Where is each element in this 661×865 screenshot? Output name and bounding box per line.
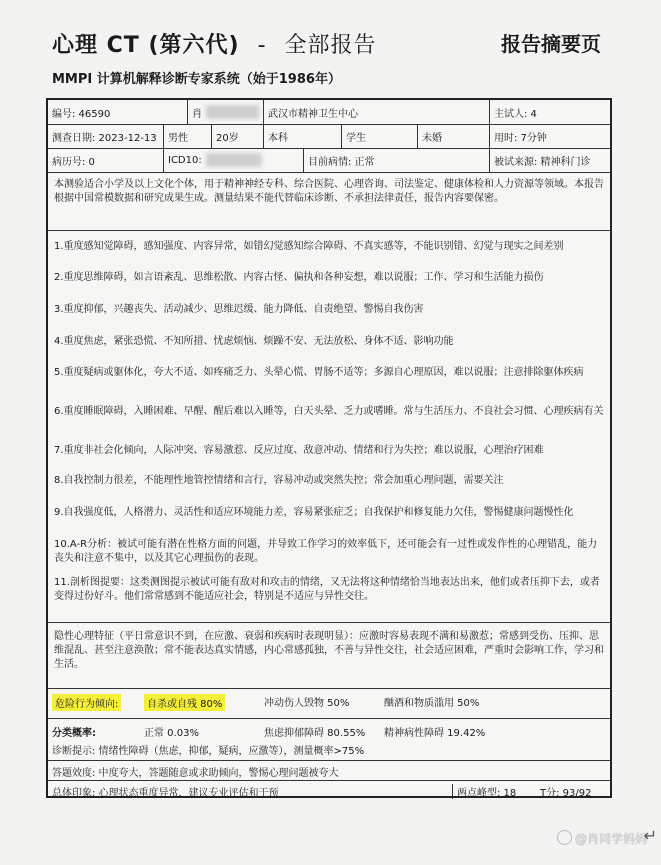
risk-label: 危险行为倾向: bbox=[52, 694, 121, 711]
source-cell: 被试来源: 精神科门诊 bbox=[494, 156, 591, 168]
finding-item: 6.重度睡眠障碍，入睡困难、早醒、醒后难以入睡等，白天头晕、乏力或嗜睡。常与生活压力、不良社会习惯、心理疾病有关 bbox=[54, 406, 604, 417]
icd-cell: ICD10: bbox=[164, 148, 304, 172]
risk-harm: 冲动伤人毁物 50% bbox=[264, 698, 350, 709]
tester-cell: 主试人: 4 bbox=[494, 108, 537, 120]
divider bbox=[48, 230, 610, 231]
overall-row bbox=[48, 784, 610, 798]
t-score: T分: 93/92 bbox=[540, 788, 592, 799]
info-row-2 bbox=[48, 124, 610, 149]
id-cell: 编号: 46590 bbox=[48, 100, 188, 124]
hospital-cell: 武汉市精神卫生中心 bbox=[264, 100, 490, 124]
finding-item: 11.剖析图提要：这类测图提示被试可能有敌对和攻击的情绪，又无法将这种情绪恰当地表达出来，他们或者压抑下去，或者变得过份好斗。他们常常感到不能适应社会，特别是不适应与异性交往。 bbox=[54, 577, 600, 602]
risk-row bbox=[48, 694, 610, 714]
duration-cell: 用时: 7分钟 bbox=[494, 132, 547, 144]
finding-item: 4.重度焦虑，紧张恐慌、不知所措、忧虑烦恼、烦躁不安、无法放松、身体不适、影响功能 bbox=[54, 336, 454, 347]
overall-impression: 总体印象: 心理状态重度异常，建议专业评估和干预 bbox=[52, 788, 279, 799]
watermark: @肖同学妈妈 bbox=[557, 830, 647, 847]
peak-type: 两点峰型: 18 bbox=[452, 784, 516, 799]
finding-item: 8.自我控制力很差，不能理性地管控情绪和言行，容易冲动或突然失控；常会加重心理问题，需要关注 bbox=[54, 475, 504, 486]
risk-substance: 酗酒和物质滥用 50% bbox=[384, 698, 480, 709]
divider bbox=[48, 718, 610, 719]
cursor-icon: ↵ bbox=[643, 826, 657, 845]
report-sheet bbox=[46, 98, 612, 798]
classification-row: 分类概率: 正常 0.03% 焦虑抑郁障碍 80.55% 精神病性障碍 19.42% bbox=[52, 728, 486, 739]
finding-item: 3.重度抑郁，兴趣丧失、活动减少、思维迟缓、能力降低、自责绝望、警惕自我伤害 bbox=[54, 304, 424, 315]
age-cell: 20岁 bbox=[212, 124, 264, 148]
validity: 答题效度: 中度夸大，答题随意或求助倾向，警惕心理问题被夸大 bbox=[52, 768, 339, 779]
divider bbox=[48, 760, 610, 761]
info-row-3 bbox=[48, 148, 610, 173]
intro-text: 本测验适合小学及以上文化个体，用于精神神经专科、综合医院、心理咨询、司法鉴定、健康体检和人力资源等领域。本报告根据中国常模数据和研究成果生成。测量结果不能代替临床诊断、不承担法律责任，报告内容要保密。 bbox=[54, 179, 604, 204]
education-cell: 本科 bbox=[264, 124, 342, 148]
diagnosis-hint: 诊断提示: 情绪性障碍（焦虑，抑郁，疑病，应激等），测量概率>75% bbox=[52, 746, 365, 757]
finding-item: 2.重度思维障碍，如言语紊乱、思维松散、内容古怪、偏执和各种妄想，难以说服；工作、学习和生活能力损伤 bbox=[54, 272, 544, 283]
divider bbox=[48, 622, 610, 623]
finding-item: 9.自我强度低，人格潜力、灵活性和适应环境能力差，容易紧张症乏；自我保护和修复能力欠佳，警惕健康问题慢性化 bbox=[54, 507, 574, 518]
divider bbox=[48, 688, 610, 689]
hidden-traits: 隐性心理特征（平日常意识不到，在应激、衰弱和疾病时表现明显）：应激时容易表现不满和易激惹；常感到受伤、压抑、思维混乱、甚至注意涣散；常不能表达真实情感，内心常感孤独，不善与异性交往，社会适应困难，严重时会影响工作，学习和生活。 bbox=[54, 631, 604, 670]
redacted-name bbox=[206, 105, 259, 119]
info-row-1 bbox=[48, 100, 610, 125]
occupation-cell: 学生 bbox=[342, 124, 418, 148]
name-cell: 肖 bbox=[188, 100, 264, 124]
system-name: MMPI 计算机解释诊断专家系统（始于1986年） bbox=[52, 72, 341, 87]
finding-item: 10.A-R分析：被试可能有潜在性格方面的问题，并导致工作学习的效率低下，还可能会有一过性或发作性的心理错乱，能力丧失和注意不集中，以及其它心理损伤的表现。 bbox=[54, 539, 598, 564]
risk-suicide: 自杀或自残 80% bbox=[144, 694, 225, 711]
finding-item: 7.重度非社会化倾向，人际冲突、容易激惹、反应过度、敌意冲动、情绪和行为失控；难以说服，心理治疗困难 bbox=[54, 445, 544, 456]
marital-cell: 未婚 bbox=[418, 124, 490, 148]
weibo-icon bbox=[557, 830, 572, 845]
report-title: 心理 CT (第六代) - 全部报告 bbox=[52, 33, 377, 58]
divider bbox=[48, 780, 610, 781]
condition-cell: 目前病情: 正常 bbox=[304, 148, 490, 172]
redacted-icd bbox=[206, 153, 262, 167]
finding-item: 5.重度疑病或躯体化，夸大不适、如疼痛乏力、头晕心慌、胃肠不适等；多源自心理原因，难以说服；注意排除躯体疾病 bbox=[54, 367, 584, 378]
finding-item: 1.重度感知觉障碍，感知强度、内容异常，如错幻觉感知综合障碍、不真实感等，不能识别错、幻觉与现实之间差别 bbox=[54, 241, 564, 252]
gender-cell: 男性 bbox=[164, 124, 212, 148]
case-no-cell: 病历号: 0 bbox=[48, 148, 164, 172]
date-cell: 测查日期: 2023-12-13 bbox=[48, 124, 164, 148]
summary-page-label: 报告摘要页 bbox=[501, 32, 601, 56]
